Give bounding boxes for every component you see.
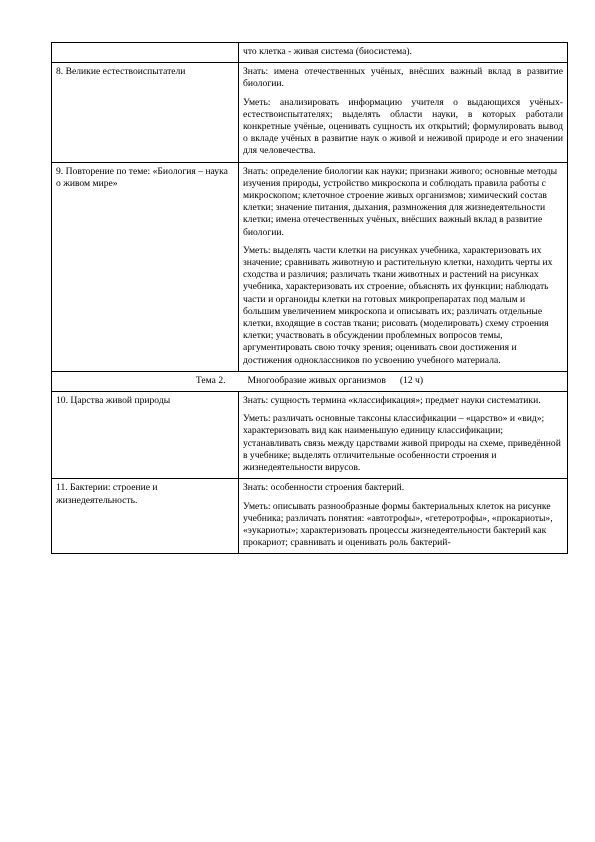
description-cell — [239, 479, 568, 554]
description-cell — [239, 162, 568, 371]
skills-text: Уметь: различать основные таксоны классификации – «царство» и «вид»; характеризовать вид как наименьшую единицу классификации; устанавливать связь между царствами живой природы на схеме, приведённой в учебнике; выделять отличительные особенности строения и жизнедеятельности вирусов. — [243, 413, 561, 474]
section-heading — [52, 371, 568, 391]
skills-text: Уметь: выделять части клетки на рисунках учебника, характеризовать их значение; сравнивать животную и растительную клетки, находить черты их сходства и различия; различать ткани животных и растений на рисунках учебника, характеризовать их строение, объяснять их функции; наблюдать части и органоиды клетки на готовых микропрепаратах под малым и большим увеличением микроскопа и описывать их; различать отдельные клетки, входящие в состав ткани; рисовать (моделировать) схему строения клетки; участвовать в обсуждении проблемных вопросов темы, аргументировать свою точку зрения; оценивать свои достижения и достижения одноклассников по усвоению учебного материала. — [243, 244, 553, 366]
table-row — [52, 392, 568, 479]
table-row — [52, 43, 568, 63]
lesson-plan-table — [51, 42, 568, 554]
topic-cell — [52, 43, 239, 63]
knowledge-text: Знать: сущность термина «классификация»; предмет науки систематики. — [243, 395, 541, 407]
description-cell — [239, 63, 568, 162]
skills-text: Уметь: анализировать информацию учителя о выдающихся учёных-естествоиспытателях; выделять области науки, в которых работали конкретные учёные, оценивать сущность их открытий; формулировать вывод о вкладе учёных в развитие наук о живой и неживой природе и его значении для человечества. — [243, 96, 563, 157]
section-row — [52, 371, 568, 391]
knowledge-text: Знать: имена отечественных учёных, внёсших важный вклад в развитие биологии. — [243, 66, 563, 90]
table-row — [52, 162, 568, 371]
section-hours: (12 ч) — [399, 374, 424, 386]
table-row — [52, 63, 568, 162]
section-title: Многообразие живых организмов — [247, 374, 386, 386]
knowledge-text: Знать: определение биологии как науки; признаки живого; основные методы изучения природы, устройство микроскопа и соблюдать правила работы с микроскопом; клеточное строение живых организмов; химический состав клетки; значение питания, дыхания, размножения для жизнедеятельности клетки; имена отечественных учёных, внёсших важный вклад в развитие биологии. — [243, 165, 558, 238]
description-text: что клетка - живая система (биосистема). — [243, 46, 412, 57]
topic-cell: 10. Царства живой природы — [52, 392, 239, 479]
topic-cell: 8. Великие естествоиспытатели — [52, 63, 239, 162]
topic-cell: 11. Бактерии: строение и жизнедеятельность. — [52, 479, 239, 554]
topic-cell: 9. Повторение по теме: «Биология – наука о живом мире» — [52, 162, 239, 371]
table-row — [52, 479, 568, 554]
knowledge-text: Знать: особенности строения бактерий. — [243, 482, 405, 494]
description-cell — [239, 392, 568, 479]
skills-text: Уметь: описывать разнообразные формы бактериальных клеток на рисунке учебника; различать понятия: «автотрофы», «гетеротрофы», «прокариоты», «эукариоты»; характеризовать процессы жизнедеятельности бактерий как прокариот; сравнивать и оценивать роль бактерий- — [243, 500, 553, 549]
description-cell — [239, 43, 568, 63]
section-label: Тема 2. — [195, 374, 226, 386]
